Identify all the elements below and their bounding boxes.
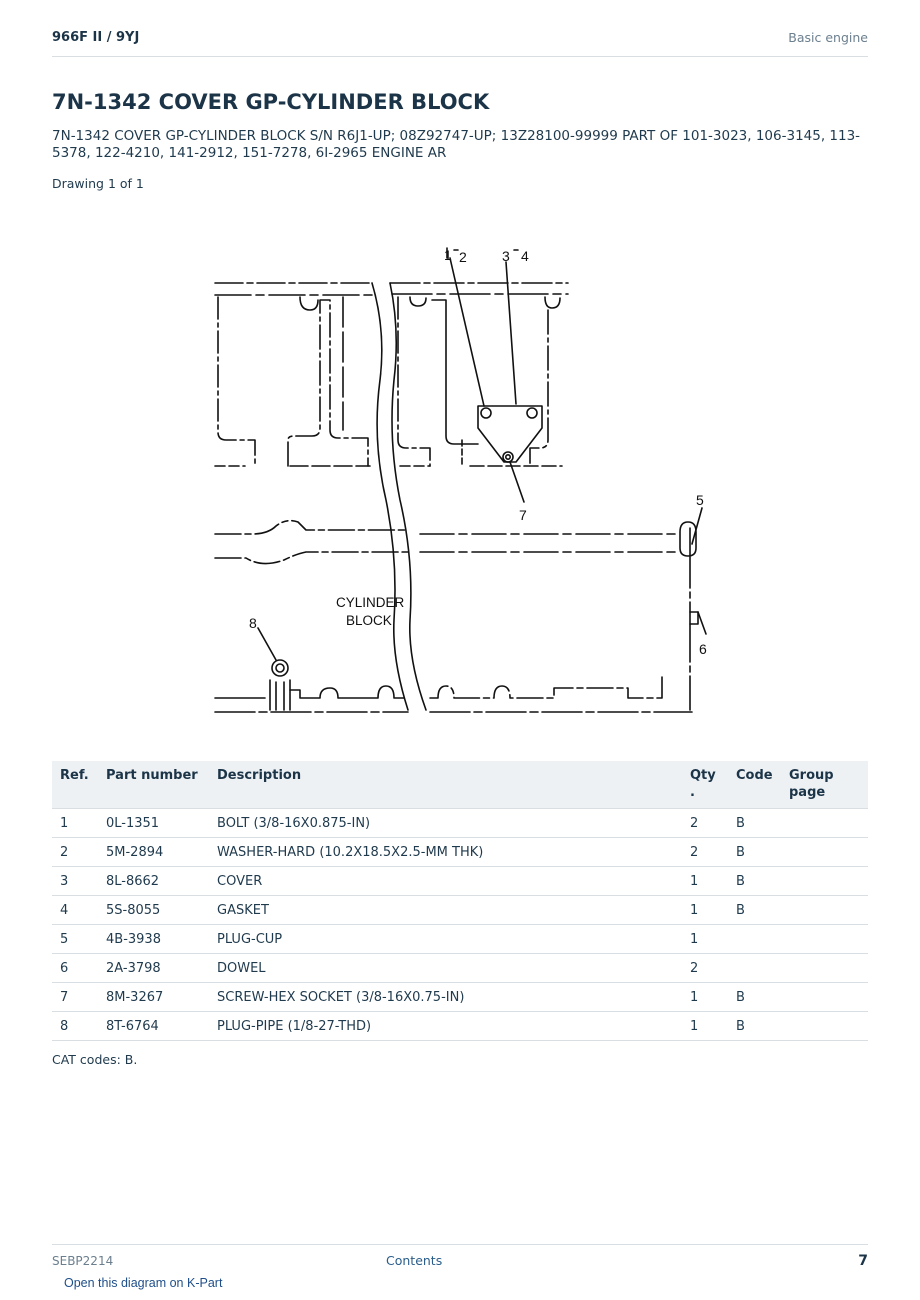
- parts-diagram: [200, 220, 720, 720]
- block-label-line1: CYLINDER: [336, 595, 405, 610]
- block-label-line2: BLOCK: [346, 613, 392, 628]
- table-row: [52, 1012, 868, 1041]
- part-number-cell: 8L-8662: [98, 867, 209, 896]
- part-number-cell: 2A-3798: [98, 954, 209, 983]
- ref-cell: 6: [52, 954, 98, 983]
- callout-4: 4: [521, 248, 529, 264]
- callout-2: 2: [459, 249, 467, 265]
- group-page-cell: [781, 838, 868, 867]
- code-cell: [728, 954, 781, 983]
- table-row: [52, 896, 868, 925]
- col-part-header: Part number: [98, 761, 209, 809]
- code-cell: B: [728, 867, 781, 896]
- section-name: Basic engine: [788, 30, 868, 45]
- group-page-cell: [781, 867, 868, 896]
- kpart-link[interactable]: Open this diagram on K-Part: [64, 1276, 223, 1290]
- description-cell: COVER: [209, 867, 682, 896]
- code-cell: B: [728, 983, 781, 1012]
- callout-3: 3: [502, 248, 510, 264]
- page-footer: [52, 1244, 868, 1275]
- code-cell: B: [728, 809, 781, 838]
- code-cell: B: [728, 896, 781, 925]
- group-page-cell: [781, 925, 868, 954]
- callout-6: 6: [699, 641, 707, 657]
- callout-5: 5: [696, 492, 704, 508]
- part-number-cell: 5S-8055: [98, 896, 209, 925]
- ref-cell: 2: [52, 838, 98, 867]
- ref-cell: 5: [52, 925, 98, 954]
- col-ref-header: Ref.: [52, 761, 98, 809]
- group-page-cell: [781, 983, 868, 1012]
- ref-cell: 3: [52, 867, 98, 896]
- drawing-count: Drawing 1 of 1: [52, 176, 144, 191]
- qty-cell: 1: [682, 1012, 728, 1041]
- part-number-cell: 5M-2894: [98, 838, 209, 867]
- table-row: [52, 867, 868, 896]
- qty-cell: 1: [682, 925, 728, 954]
- code-cell: B: [728, 838, 781, 867]
- description-cell: GASKET: [209, 896, 682, 925]
- group-page-cell: [781, 1012, 868, 1041]
- qty-cell: 2: [682, 954, 728, 983]
- callout-8: 8: [249, 615, 257, 631]
- parts-table: [52, 761, 868, 1041]
- qty-cell: 2: [682, 809, 728, 838]
- col-code-header: Code: [728, 761, 781, 809]
- document-number: SEBP2214: [52, 1254, 114, 1268]
- group-page-cell: [781, 954, 868, 983]
- part-number-cell: 8T-6764: [98, 1012, 209, 1041]
- ref-cell: 8: [52, 1012, 98, 1041]
- description-cell: PLUG-CUP: [209, 925, 682, 954]
- page-number: 7: [858, 1253, 868, 1269]
- group-description: 7N-1342 COVER GP-CYLINDER BLOCK S/N R6J1-UP; 08Z92747-UP; 13Z28100-99999 PART OF 101-3023, 106-3145, 113-5378, 122-4210, 141-2912, 151-7278, 6I-2965 ENGINE AR: [52, 128, 861, 161]
- qty-cell: 1: [682, 867, 728, 896]
- description-cell: BOLT (3/8-16X0.875-IN): [209, 809, 682, 838]
- description-cell: PLUG-PIPE (1/8-27-THD): [209, 1012, 682, 1041]
- description-cell: DOWEL: [209, 954, 682, 983]
- ref-cell: 4: [52, 896, 98, 925]
- table-header-row: [52, 761, 868, 809]
- machine-model: 966F II / 9YJ: [52, 30, 140, 45]
- qty-cell: 2: [682, 838, 728, 867]
- qty-cell: 1: [682, 983, 728, 1012]
- page-header: [52, 28, 868, 57]
- group-page-cell: [781, 809, 868, 838]
- part-number-cell: 4B-3938: [98, 925, 209, 954]
- table-row: [52, 838, 868, 867]
- col-qty-header: Qty .: [682, 761, 728, 809]
- table-row: [52, 925, 868, 954]
- table-row: [52, 809, 868, 838]
- part-number-cell: 8M-3267: [98, 983, 209, 1012]
- description-cell: SCREW-HEX SOCKET (3/8-16X0.75-IN): [209, 983, 682, 1012]
- col-desc-header: Description: [209, 761, 682, 809]
- callout-7: 7: [519, 507, 527, 523]
- part-number-cell: 0L-1351: [98, 809, 209, 838]
- ref-cell: 1: [52, 809, 98, 838]
- ref-cell: 7: [52, 983, 98, 1012]
- code-cell: [728, 925, 781, 954]
- callout-1: 1: [444, 247, 452, 263]
- group-page-cell: [781, 896, 868, 925]
- contents-link[interactable]: Contents: [386, 1253, 443, 1268]
- code-cell: B: [728, 1012, 781, 1041]
- qty-cell: 1: [682, 896, 728, 925]
- description-cell: WASHER-HARD (10.2X18.5X2.5-MM THK): [209, 838, 682, 867]
- col-group-header: Group page: [781, 761, 868, 809]
- page-title: 7N-1342 COVER GP-CYLINDER BLOCK: [52, 90, 490, 114]
- table-row: [52, 983, 868, 1012]
- table-row: [52, 954, 868, 983]
- cat-codes-note: CAT codes: B.: [52, 1052, 138, 1067]
